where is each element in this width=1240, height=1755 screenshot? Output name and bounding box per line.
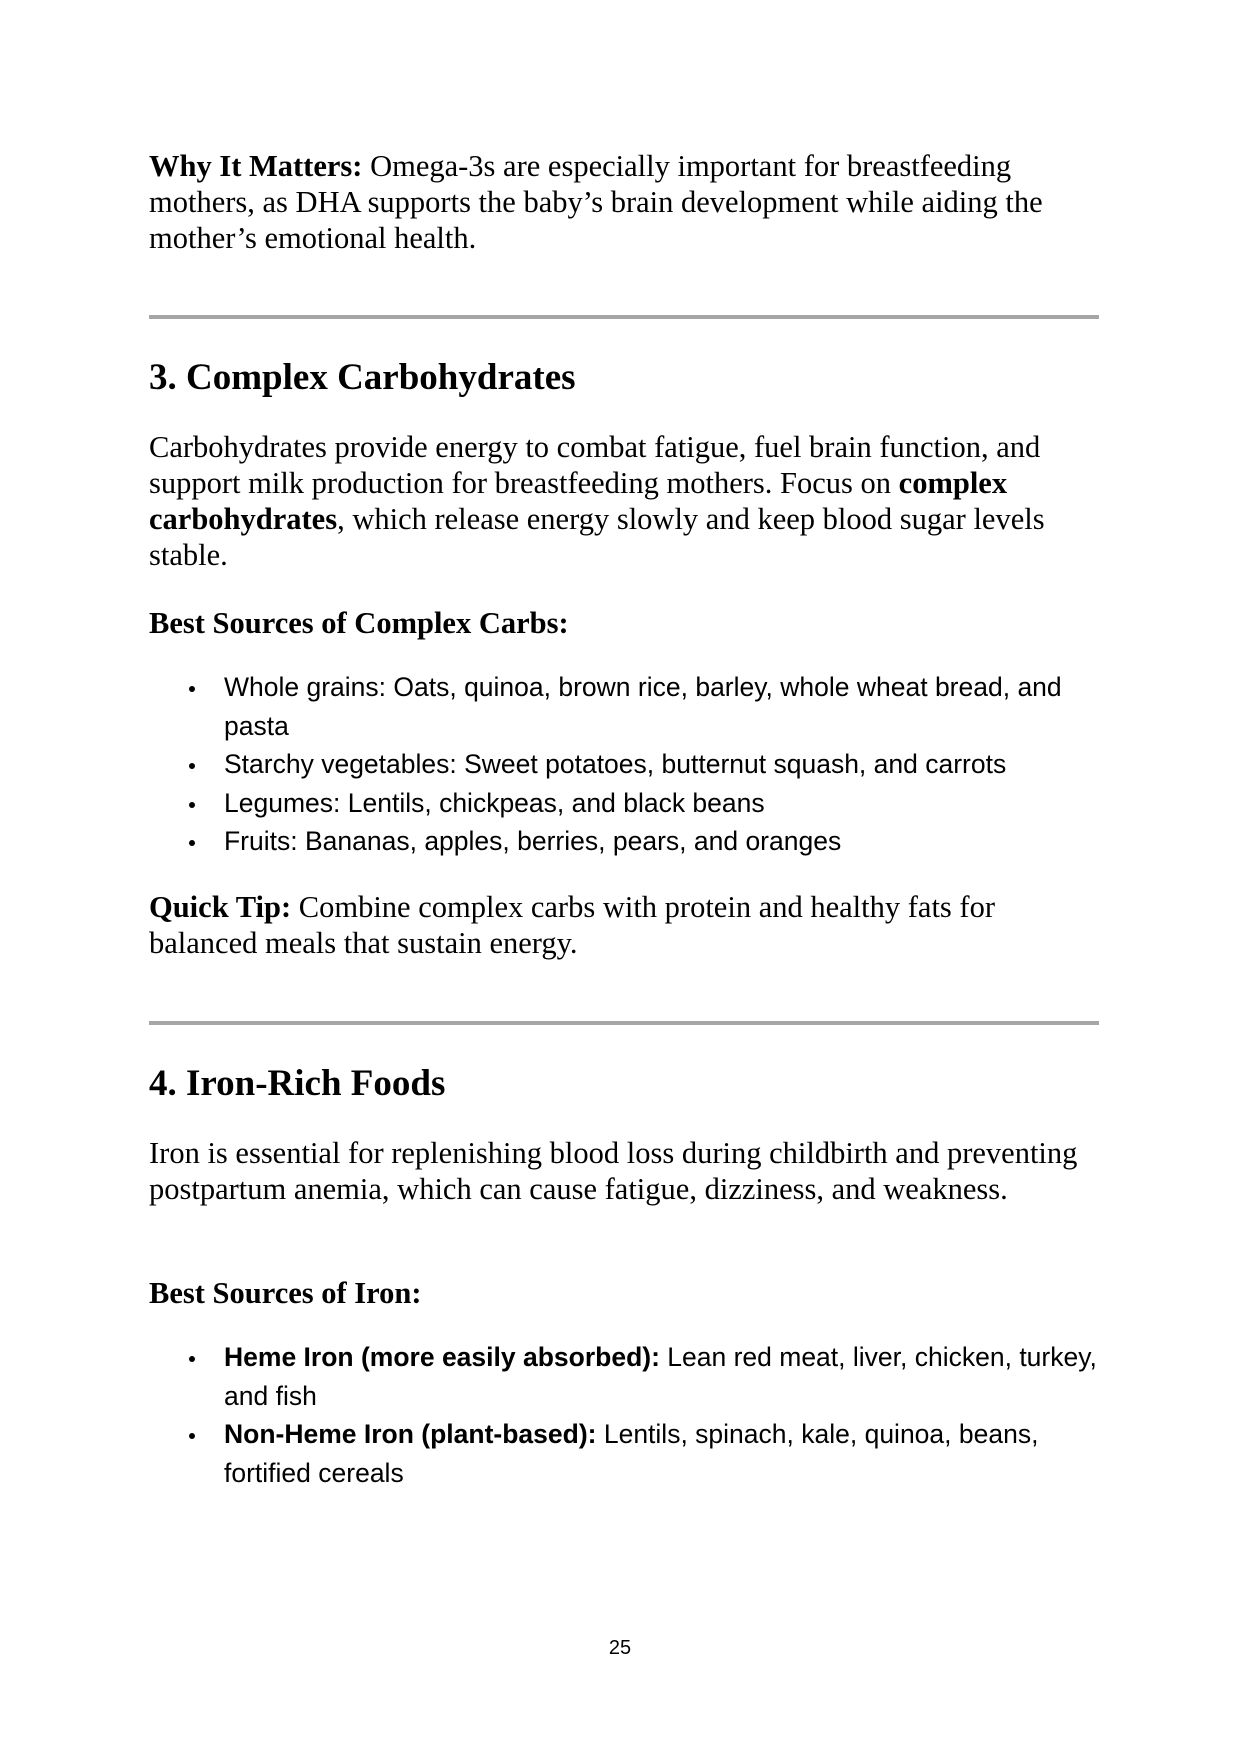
bullet-icon [189,840,195,846]
list-item-text: Lentils, spinach, kale, quinoa, beans, fortified cereals [224,1419,1039,1488]
list-item [149,1415,1099,1492]
section-3-intro-emphasis: complex carbohydrates [149,466,1008,536]
list-item [149,1338,1099,1415]
complex-carbs-sources-heading-text: Best Sources of Complex Carbs: [149,606,569,640]
list-item [149,745,1099,784]
quick-tip-label: Quick Tip: [149,890,292,924]
page-number: 25 [608,1637,632,1659]
section-3-intro [149,429,1099,573]
section-divider [149,1021,1099,1025]
bullet-icon [189,686,195,692]
iron-sources-heading-text: Best Sources of Iron: [149,1276,422,1310]
section-3-intro-text: Carbohydrates provide energy to combat fatigue, fuel brain function, and support milk production for breastfeeding mothers. Focus on [149,430,1041,500]
bullet-icon [189,763,195,769]
section-3-heading: 3. Complex Carbohydrates [149,357,576,398]
list-item [149,668,1099,745]
quick-tip-paragraph [149,889,1099,961]
section-3-intro-text-end: , which release energy slowly and keep blood sugar levels stable. [149,502,1045,572]
section-divider [149,315,1099,319]
why-it-matters-label: Why It Matters: [149,149,363,183]
complex-carbs-sources-heading [149,605,1099,641]
why-it-matters-paragraph [149,148,1099,256]
list-item-label: Non-Heme Iron (plant-based): [224,1419,597,1449]
list-item [149,822,1099,861]
complex-carbs-list [149,668,1099,861]
list-item-text: Starchy vegetables: Sweet potatoes, butternut squash, and carrots [224,749,1007,779]
list-item-text: Fruits: Bananas, apples, berries, pears, and oranges [224,826,842,856]
list-item-text: Whole grains: Oats, quinoa, brown rice, barley, whole wheat bread, and pasta [224,672,1062,741]
list-item-label: Heme Iron (more easily absorbed): [224,1342,660,1372]
iron-sources-list [149,1338,1099,1492]
bullet-icon [189,1356,195,1362]
section-4-heading: 4. Iron-Rich Foods [149,1063,446,1104]
quick-tip-text: Combine complex carbs with protein and healthy fats for balanced meals that sustain energy. [149,890,995,960]
list-item-text: Legumes: Lentils, chickpeas, and black beans [224,787,765,818]
iron-sources-heading [149,1275,1099,1311]
why-it-matters-text: Omega-3s are especially important for breastfeeding mothers, as DHA supports the baby’s brain development while aiding the mother’s emotional health. [149,149,1043,255]
list-item [149,784,1099,823]
section-4-intro: Iron is essential for replenishing blood loss during childbirth and preventing postpartum anemia, which can cause fatigue, dizziness, and weakness. [149,1136,1078,1206]
list-item-text: Lean red meat, liver, chicken, turkey, and fish [224,1342,1097,1411]
bullet-icon [189,1433,195,1439]
bullet-icon [189,802,195,808]
